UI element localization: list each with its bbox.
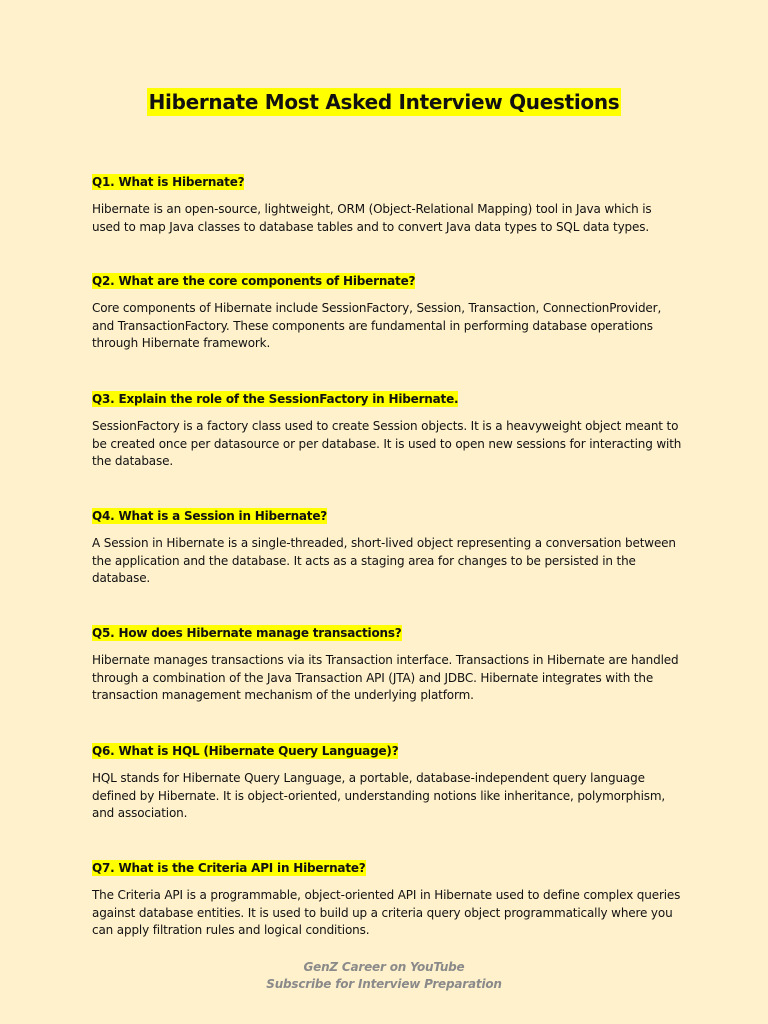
qa-item-4 — [92, 505, 682, 588]
answer-1: Hibernate is an open-source, lightweight, ORM (Object-Relational Mapping) tool in Java which is used to map Java classes to database tables and to convert Java data types to SQL data types. — [92, 202, 652, 234]
qa-item-2 — [92, 270, 682, 353]
question-3: Q3. Explain the role of the SessionFactory in Hibernate. — [92, 392, 459, 406]
footer-channel: GenZ Career on YouTube — [303, 960, 465, 974]
answer-7: The Criteria API is a programmable, object-oriented API in Hibernate used to define complex queries against database entities. It is used to build up a criteria query object programmatically where you can apply filtration rules and logical conditions. — [92, 888, 681, 938]
footer-subscribe: Subscribe for Interview Preparation — [266, 977, 502, 991]
qa-item-6 — [92, 740, 682, 823]
question-4: Q4. What is a Session in Hibernate? — [92, 509, 328, 523]
question-7: Q7. What is the Criteria API in Hibernate? — [92, 861, 366, 875]
title-container — [0, 88, 768, 116]
question-6: Q6. What is HQL (Hibernate Query Language)? — [92, 744, 399, 758]
footer — [0, 959, 768, 993]
qa-item-5 — [92, 622, 682, 705]
qa-item-7 — [92, 857, 682, 940]
answer-6: HQL stands for Hibernate Query Language, a portable, database-independent query language defined by Hibernate. It is object-oriented, understanding notions like inheritance, polymorphism, and association. — [92, 771, 666, 821]
qa-item-3 — [92, 388, 682, 471]
page-title: Hibernate Most Asked Interview Questions — [148, 90, 620, 114]
answer-3: SessionFactory is a factory class used to create Session objects. It is a heavyweight object meant to be created once per datasource or per database. It is used to open new sessions for interacting with the database. — [92, 419, 682, 469]
answer-5: Hibernate manages transactions via its Transaction interface. Transactions in Hibernate are handled through a combination of the Java Transaction API (JTA) and JDBC. Hibernate integrates with the transaction management mechanism of the underlying platform. — [92, 653, 679, 703]
question-5: Q5. How does Hibernate manage transactions? — [92, 626, 402, 640]
answer-2: Core components of Hibernate include SessionFactory, Session, Transaction, ConnectionProvider, and TransactionFactory. These components are fundamental in performing database operations through Hibernate framework. — [92, 301, 662, 351]
question-2: Q2. What are the core components of Hibernate? — [92, 274, 416, 288]
question-1: Q1. What is Hibernate? — [92, 175, 245, 189]
answer-4: A Session in Hibernate is a single-threaded, short-lived object representing a conversation between the application and the database. It acts as a staging area for changes to be persisted in the database. — [92, 536, 676, 586]
qa-item-1 — [92, 171, 682, 236]
